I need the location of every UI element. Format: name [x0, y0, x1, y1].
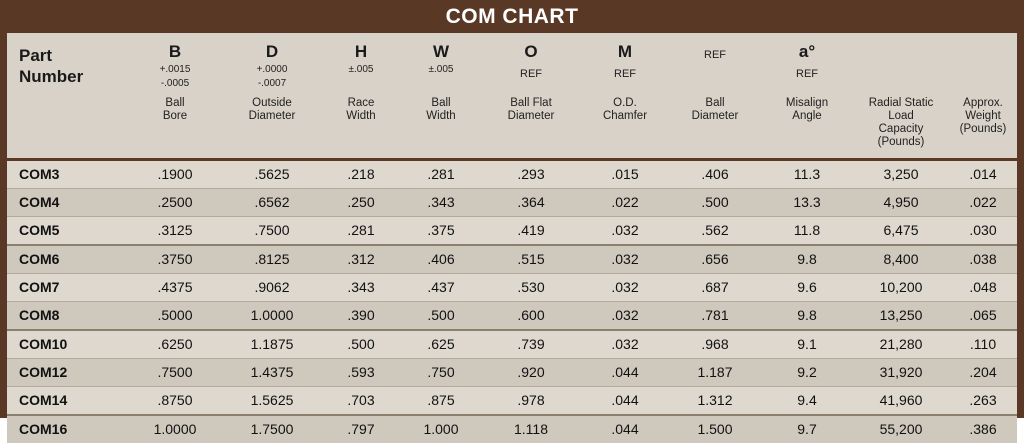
- header-sub-b: Ball Bore: [162, 97, 188, 122]
- cell-o: .293: [481, 161, 581, 189]
- cell-ball-diameter: .500: [669, 189, 761, 217]
- table-row[interactable]: [7, 189, 1017, 217]
- cell-ball-diameter: 1.312: [669, 387, 761, 416]
- cell-w: .406: [401, 245, 481, 274]
- cell-part: COM7: [7, 274, 127, 302]
- cell-d: .8125: [223, 245, 321, 274]
- cell-m: .015: [581, 161, 669, 189]
- cell-h: .703: [321, 387, 401, 416]
- table-row[interactable]: [7, 415, 1017, 443]
- cell-d: 1.7500: [223, 415, 321, 443]
- header-sub-misalign-angle: Misalign Angle: [785, 97, 829, 122]
- cell-radial-load: 3,250: [853, 161, 949, 189]
- cell-d: 1.1875: [223, 330, 321, 359]
- cell-misalign-angle: 9.8: [761, 302, 853, 331]
- cell-part: COM5: [7, 217, 127, 246]
- header-sub-d: Outside Diameter: [248, 97, 296, 122]
- header-col-d: D +.0000 -.0007: [256, 42, 288, 89]
- cell-radial-load: 4,950: [853, 189, 949, 217]
- cell-o: .920: [481, 359, 581, 387]
- cell-h: .593: [321, 359, 401, 387]
- header-col-radial-static-load: [853, 33, 949, 93]
- header-sub-part: [7, 93, 127, 158]
- table-row[interactable]: [7, 387, 1017, 416]
- cell-b: .7500: [127, 359, 223, 387]
- cell-part: COM6: [7, 245, 127, 274]
- com-chart-table: [7, 33, 1017, 443]
- cell-w: 1.000: [401, 415, 481, 443]
- cell-o: .530: [481, 274, 581, 302]
- cell-radial-load: 41,960: [853, 387, 949, 416]
- cell-d: .5625: [223, 161, 321, 189]
- header-sub-radial-static-load: Radial Static Load Capacity (Pounds): [868, 97, 934, 148]
- cell-o: 1.118: [481, 415, 581, 443]
- cell-b: .2500: [127, 189, 223, 217]
- cell-radial-load: 31,920: [853, 359, 949, 387]
- cell-d: 1.0000: [223, 302, 321, 331]
- cell-ball-diameter: .562: [669, 217, 761, 246]
- header-sub-m: O.D. Chamfer: [602, 97, 648, 122]
- chart-title-bar: [0, 0, 1024, 33]
- cell-radial-load: 21,280: [853, 330, 949, 359]
- table-row[interactable]: [7, 330, 1017, 359]
- cell-b: .6250: [127, 330, 223, 359]
- table-row[interactable]: [7, 245, 1017, 274]
- cell-d: 1.4375: [223, 359, 321, 387]
- cell-radial-load: 13,250: [853, 302, 949, 331]
- header-col-h: H ±.005: [348, 42, 374, 75]
- cell-part: COM4: [7, 189, 127, 217]
- cell-w: .625: [401, 330, 481, 359]
- cell-h: .312: [321, 245, 401, 274]
- cell-misalign-angle: 9.6: [761, 274, 853, 302]
- cell-misalign-angle: 9.8: [761, 245, 853, 274]
- cell-misalign-angle: 9.4: [761, 387, 853, 416]
- cell-m: .044: [581, 359, 669, 387]
- cell-weight: .386: [949, 415, 1017, 443]
- table-row[interactable]: [7, 302, 1017, 331]
- cell-b: .5000: [127, 302, 223, 331]
- cell-m: .022: [581, 189, 669, 217]
- cell-o: .364: [481, 189, 581, 217]
- cell-part: COM3: [7, 161, 127, 189]
- cell-w: .500: [401, 302, 481, 331]
- cell-part: COM14: [7, 387, 127, 416]
- cell-o: .600: [481, 302, 581, 331]
- cell-o: .419: [481, 217, 581, 246]
- cell-b: .4375: [127, 274, 223, 302]
- cell-w: .875: [401, 387, 481, 416]
- header-col-o: O REF: [520, 42, 542, 80]
- cell-h: .250: [321, 189, 401, 217]
- header-description-row: [7, 93, 1017, 158]
- header-symbol-row: [7, 33, 1017, 93]
- header-col-misalign-angle: a° REF: [796, 42, 818, 80]
- cell-d: .9062: [223, 274, 321, 302]
- cell-h: .281: [321, 217, 401, 246]
- cell-m: .032: [581, 245, 669, 274]
- cell-b: .1900: [127, 161, 223, 189]
- cell-h: .390: [321, 302, 401, 331]
- cell-h: .343: [321, 274, 401, 302]
- cell-part: COM12: [7, 359, 127, 387]
- cell-b: .8750: [127, 387, 223, 416]
- header-col-w: W ±.005: [428, 42, 454, 75]
- cell-ball-diameter: .406: [669, 161, 761, 189]
- cell-weight: .038: [949, 245, 1017, 274]
- cell-d: 1.5625: [223, 387, 321, 416]
- cell-radial-load: 6,475: [853, 217, 949, 246]
- header-sub-h: Race Width: [346, 97, 376, 122]
- cell-b: .3125: [127, 217, 223, 246]
- cell-misalign-angle: 13.3: [761, 189, 853, 217]
- header-sub-ball-diameter: Ball Diameter: [691, 97, 739, 122]
- table-row[interactable]: [7, 217, 1017, 246]
- cell-w: .343: [401, 189, 481, 217]
- header-col-approx-weight: [949, 33, 1017, 93]
- cell-weight: .048: [949, 274, 1017, 302]
- cell-ball-diameter: 1.187: [669, 359, 761, 387]
- cell-w: .437: [401, 274, 481, 302]
- cell-ball-diameter: .781: [669, 302, 761, 331]
- cell-d: .7500: [223, 217, 321, 246]
- cell-h: .797: [321, 415, 401, 443]
- cell-misalign-angle: 11.8: [761, 217, 853, 246]
- cell-weight: .110: [949, 330, 1017, 359]
- header-sub-o: Ball Flat Diameter: [507, 97, 555, 122]
- header-col-b: B +.0015 -.0005: [159, 42, 191, 89]
- cell-ball-diameter: .968: [669, 330, 761, 359]
- cell-m: .044: [581, 415, 669, 443]
- cell-misalign-angle: 9.1: [761, 330, 853, 359]
- cell-m: .032: [581, 302, 669, 331]
- cell-weight: .065: [949, 302, 1017, 331]
- cell-m: .032: [581, 274, 669, 302]
- cell-radial-load: 10,200: [853, 274, 949, 302]
- header-col-m: M REF: [614, 42, 636, 80]
- table-row[interactable]: [7, 274, 1017, 302]
- cell-b: 1.0000: [127, 415, 223, 443]
- cell-o: .739: [481, 330, 581, 359]
- cell-m: .044: [581, 387, 669, 416]
- cell-misalign-angle: 9.2: [761, 359, 853, 387]
- cell-h: .500: [321, 330, 401, 359]
- cell-part: COM8: [7, 302, 127, 331]
- cell-o: .978: [481, 387, 581, 416]
- header-part-number: Part Number: [19, 45, 84, 86]
- cell-b: .3750: [127, 245, 223, 274]
- header-col-ball-diameter: REF: [704, 49, 726, 61]
- table-row[interactable]: [7, 359, 1017, 387]
- cell-w: .281: [401, 161, 481, 189]
- chart-body: [7, 161, 1017, 443]
- header-sub-w: Ball Width: [426, 97, 456, 122]
- cell-w: .375: [401, 217, 481, 246]
- page-title: COM CHART: [445, 4, 579, 28]
- cell-part: COM10: [7, 330, 127, 359]
- cell-weight: .204: [949, 359, 1017, 387]
- cell-weight: .263: [949, 387, 1017, 416]
- cell-ball-diameter: 1.500: [669, 415, 761, 443]
- cell-o: .515: [481, 245, 581, 274]
- cell-weight: .030: [949, 217, 1017, 246]
- cell-weight: .022: [949, 189, 1017, 217]
- cell-misalign-angle: 11.3: [761, 161, 853, 189]
- cell-d: .6562: [223, 189, 321, 217]
- cell-w: .750: [401, 359, 481, 387]
- table-row[interactable]: [7, 161, 1017, 189]
- cell-misalign-angle: 9.7: [761, 415, 853, 443]
- cell-radial-load: 55,200: [853, 415, 949, 443]
- cell-m: .032: [581, 330, 669, 359]
- cell-h: .218: [321, 161, 401, 189]
- cell-radial-load: 8,400: [853, 245, 949, 274]
- cell-weight: .014: [949, 161, 1017, 189]
- cell-ball-diameter: .687: [669, 274, 761, 302]
- cell-m: .032: [581, 217, 669, 246]
- cell-part: COM16: [7, 415, 127, 443]
- header-sub-approx-weight: Approx. Weight (Pounds): [959, 97, 1007, 135]
- cell-ball-diameter: .656: [669, 245, 761, 274]
